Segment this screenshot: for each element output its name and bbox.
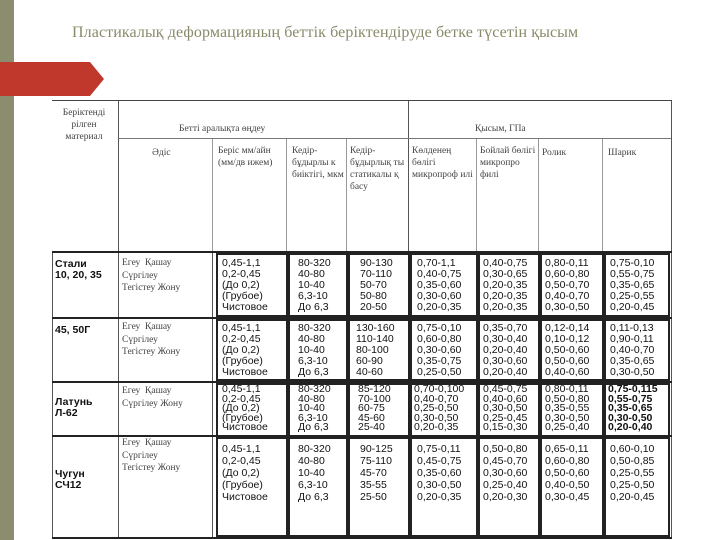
row4-static-cell	[348, 437, 410, 537]
body-divider	[118, 251, 119, 539]
header-roller: Ролик	[542, 148, 567, 158]
row3-ball: 0,75-0,115 0,55-0,75 0,35-0,65 0,30-0,50 0,20-0,40	[608, 383, 658, 433]
header-divider	[118, 138, 671, 139]
row1-ball: 0,75-0,10 0,55-0,75 0,35-0,65 0,25-0,55 0,20-0,45	[610, 257, 655, 313]
row2-roller: 0,12-0,14 0,10-0,12 0,50-0,60 0,50-0,60 0,40-0,60	[545, 322, 590, 378]
row1-longitudinal: 0,40-0,75 0,30-0,65 0,20-0,35 0,20-0,35 0,20-0,35	[483, 257, 528, 313]
header-divider	[476, 139, 477, 251]
row4-cross: 0,75-0,11 0,45-0,75 0,35-0,60 0,30-0,50 0,20-0,35	[417, 443, 462, 503]
header-divider	[602, 139, 603, 251]
header-cross: Көлденең бөлігі микропроф илі	[412, 146, 473, 180]
header-divider	[538, 139, 539, 251]
row4-roller-cell	[540, 437, 604, 537]
header-longitudinal: Бойлай бөлігі микропро филі	[480, 146, 536, 180]
row3-roughness: 80-320 40-80 10-40 6,3-10 До 6,3	[298, 383, 331, 433]
row1-feed: 0,45-1,1 0,2-0,45 (До 0,2) (Грубое) Чистовое	[222, 257, 268, 313]
header-static: Кедір-бұдырлық ты статикалы қ басу	[350, 146, 405, 192]
header-group-left: Бетті аралықта өңдеу	[179, 124, 266, 134]
title-arrow-decoration	[0, 62, 90, 96]
row4-material: Чугун СЧ12	[55, 468, 85, 491]
row3-feed: 0,45-1,1 0,2-0,45 (До 0,2) (Грубое) Чистовое	[222, 383, 268, 433]
row4-roller: 0,65-0,11 0,60-0,80 0,50-0,60 0,40-0,50 0,30-0,45	[545, 443, 590, 503]
row1-cross: 0,70-1,1 0,40-0,75 0,35-0,60 0,30-0,60 0,20-0,35	[417, 257, 462, 313]
pressure-table	[52, 100, 672, 539]
row2-roller-cell	[540, 319, 604, 381]
header-roughness: Кедір-бұдырлы к биіктігі, мкм	[292, 146, 344, 180]
row2-cross: 0,75-0,10 0,60-0,80 0,30-0,60 0,35-0,75 0,25-0,50	[417, 322, 462, 378]
slide-title: Пластикалық деформацияның беттік беріктендіруде бетке түсетін қысым	[72, 24, 579, 41]
row1-longitudinal-cell	[478, 253, 540, 317]
row1-static-cell	[348, 253, 410, 317]
row3-roller: 0,80-0,11 0,50-0,80 0,35-0,55 0,30-0,50 0,25-0,40	[545, 383, 590, 433]
body-divider	[52, 537, 672, 539]
title-arrow-tip	[90, 62, 104, 96]
header-divider	[408, 101, 409, 251]
row3-longitudinal-cell	[478, 383, 540, 437]
header-feed: Беріс мм/айн (мм/дв ижем)	[218, 146, 273, 168]
row1-static: 90-130 70-110 50-70 50-80 20-50	[360, 257, 393, 313]
header-divider	[118, 101, 119, 251]
row4-operations: Егеу Қашау Сүргілеу Тегістеу Жону	[122, 437, 210, 475]
row2-cross-cell	[410, 319, 478, 381]
row2-roughness: 80-320 40-80 10-40 6,3-10 До 6,3	[298, 322, 331, 378]
row3-longitudinal: 0,45-0,75 0,40-0,60 0,30-0,50 0,25-0,45 0,15-0,30	[483, 383, 528, 433]
row3-feed-cell	[216, 383, 288, 437]
row2-longitudinal: 0,35-0,70 0,30-0,40 0,20-0,40 0,30-0,60 0,20-0,40	[483, 322, 528, 378]
row4-static: 90-125 75-110 45-70 35-55 25-50	[360, 443, 393, 503]
row3-cross: 0,70-0,100 0,40-0,70 0,25-0,50 0,30-0,50 0,20-0,35	[414, 383, 465, 433]
row3-material: Латунь Л-62	[55, 396, 93, 419]
body-divider	[52, 251, 53, 539]
row2-static: 130-160 110-140 80-100 60-90 40-60	[356, 322, 395, 378]
row1-roller-cell	[540, 253, 604, 317]
row1-material: Стали 10, 20, 35	[55, 258, 102, 281]
row4-longitudinal: 0,50-0,80 0,45-0,70 0,30-0,60 0,25-0,40 0,20-0,30	[483, 443, 528, 503]
header-method: Әдіс	[152, 148, 171, 158]
row4-ball: 0,60-0,10 0,50-0,85 0,25-0,55 0,25-0,50 0,20-0,45	[610, 443, 655, 503]
row3-roughness-cell	[288, 383, 348, 437]
body-divider	[212, 251, 213, 539]
row4-feed: 0,45-1,1 0,2-0,45 (До 0,2) (Грубое) Чистовое	[222, 443, 268, 503]
header-group-right: Қысым, ГПа	[475, 124, 526, 134]
row2-feed-cell	[216, 319, 288, 381]
row4-cross-cell	[410, 437, 478, 537]
header-divider	[212, 139, 213, 251]
row3-ball-cell	[604, 383, 670, 437]
row1-roller: 0,80-0,11 0,60-0,80 0,50-0,70 0,40-0,70 0,30-0,50	[545, 257, 590, 313]
row1-ball-cell	[604, 253, 670, 317]
row2-ball-cell	[604, 319, 670, 381]
row2-feed: 0,45-1,1 0,2-0,45 (До 0,2) (Грубое) Чистовое	[222, 322, 268, 378]
row4-longitudinal-cell	[478, 437, 540, 537]
row4-feed-cell	[216, 437, 288, 537]
row3-static-cell	[348, 383, 410, 437]
row2-ball: 0,11-0,13 0,90-0,11 0,40-0,70 0,35-0,65 0,30-0,50	[610, 322, 655, 378]
row1-feed-cell	[216, 253, 288, 317]
header-divider	[346, 139, 347, 251]
row4-roughness-cell	[288, 437, 348, 537]
row3-operations: Егеу Қашау Сүргілеу Жону	[122, 385, 210, 410]
row4-roughness: 80-320 40-80 10-40 6,3-10 До 6,3	[298, 443, 331, 503]
row1-operations: Егеу Қашау Сүргілеу Тегістеу Жону	[122, 257, 210, 295]
row2-roughness-cell	[288, 319, 348, 381]
row1-roughness-cell	[288, 253, 348, 317]
header-divider	[671, 101, 672, 539]
row2-static-cell	[348, 319, 410, 381]
row3-static: 85-120 70-100 60-75 45-60 25-40	[358, 383, 391, 433]
row1-cross-cell	[410, 253, 478, 317]
row2-longitudinal-cell	[478, 319, 540, 381]
row3-cross-cell	[410, 383, 478, 437]
row2-material: 45, 50Г	[55, 324, 91, 336]
row3-roller-cell	[540, 383, 604, 437]
header-material: Беріктенді рілген материал	[62, 108, 106, 142]
header-ball: Шарик	[608, 148, 637, 158]
row2-operations: Егеу Қашау Сүргілеу Тегістеу Жону	[122, 321, 210, 359]
row4-ball-cell	[604, 437, 670, 537]
row1-roughness: 80-320 40-80 10-40 6,3-10 До 6,3	[298, 257, 331, 313]
header-divider	[286, 139, 287, 251]
